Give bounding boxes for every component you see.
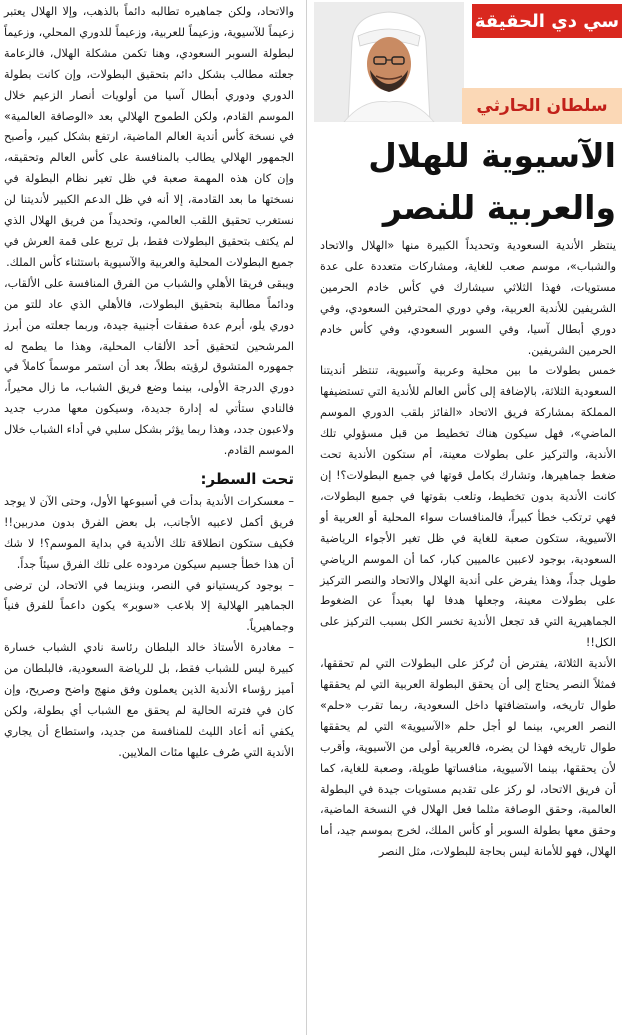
section-heading: تحت السطر: [200,469,294,488]
paragraph: الأندية الثلاثة، يفترض أن تُركز على البطولات التي لم تحققها، فمثلاً النصر يحتاج إلى أن يحقق البطولة العربية التي لم يحققها طوال تاريخه، واستضافتها داخل السعودية، ربما تقرب «حلم» النصر العربي، بينما لو أجل حلم «الآسيوية» التي لم يحققها طوال تاريخه فهذا لن يضره، فالعربية أولى من الآسيوية، وأقرب لأن يحققها، بينما الآسيوية، منافساتها طويلة، وصعبة للغاية، كما أن فريق الاتحاد، لو ركز على تقديم مستويات جيدة في البطولة العالمية، وحقق الوصافة مثلما فعل الهلال في النسخة الماضية، وحقق معها بطولة السوبر أو كأس الملك، لخرج بموسم جيد، أما الهلال، فهو للأمانة ليس بحاجة للبطولات، مثل النصر [320,657,616,859]
right-column [310,0,622,1035]
right-column-body [320,236,616,863]
column-divider [306,0,307,1035]
paragraph: خمس بطولات ما بين محلية وعربية وآسيوية، تنتظر أنديتنا السعودية الثلاثة، بالإضافة إلى كأس العالم للأندية التي تستضيفها المملكة بمشاركة فريق الاتحاد «الفائز بلقب الدوري الموسم الماضي»، فهل سيكون هناك تخطيط من قبل مسؤولي تلك الأندية، والتركيز على بطولات معينة، أم ستكون الأندية تحت ضغط جماهيرها، وتشارك بكامل قوتها في جميع البطولات؟! إن كانت الأندية بدون تخطيط، وتلعب بقوتها في جميع البطولات، فهي ترتكب خطأ كبيراً، فالمنافسات سواء المحلية أو العربية أو الآسيوية، ستكون صعبة للغاية في ظل تغير الأجواء الرياضية السعودية، بوجود لاعبين عالميين كبار، كما أن الموسم الرياضي طويل جداً، وهذا يفرض على أندية الهلال والاتحاد والنصر التركيز على بطولات معينة، وجعلها هدفا لها بعيداً عن الضغوط الجماهيرية التي قد تجعل الأندية تخسر الكل بسبب التركيز على الكل!! [320,364,616,650]
column-header [310,0,622,128]
title-line-1: الآسيوية للهلال [368,136,616,175]
author-name: سلطان الحارثي [462,88,622,124]
left-column [0,0,300,1035]
title-line-2: والعربية للنصر [382,188,616,227]
left-column-body [4,2,294,764]
paragraph: ينتظر الأندية السعودية وتحديداً الكبيرة منها «الهلال والاتحاد والشباب»، موسم صعب للغاية، ومشاركات متعددة على عدة مستويات، فهذا الثلاثي سيشارك في كأس خادم الحرمين الشريفين للأندية العربية، وفي دوري المحترفين السعودي، وفي دوري أبطال آسيا، وفي السوبر السعودي، وفي كأس خادم الحرمين الشريفين. [320,239,616,357]
article-title [316,130,616,234]
bullet-item: – معسكرات الأندية بدأت في أسبوعها الأول، وحتى الآن لا يوجد فريق أكمل لاعبيه الأجانب، بل بعض الفرق بدون مدربين!! فكيف ستكون انطلاقة تلك الأندية في بداية الموسم؟! لا شك أن هذا خطأ جسيم سيكون مردوده على تلك الفرق سيئاً جداً. [4,494,294,571]
author-portrait-illustration [314,2,464,122]
paragraph: ويبقى فريقا الأهلي والشباب من الفرق المنافسة على الألقاب، ودائماً مطالبة بتحقيق البطولات، فالأهلي الذي عاد للتو من دوري يلو، أبرم عدة صفقات أجنبية جيدة، وربما جعلته من أبرز المرشحين لتحقيق أحد الألقاب المحلية، وهذا ما يطمح له جمهوره المتشوق لرؤيته بطلاً، بعد أن استمر موسماً كاملاً في دوري الدرجة الأولى، بينما وضع فريق الشباب، ما زال محيراً، فالنادي ستأتي له إدارة جديدة، وسيكون معها مدرب جديد ولاعبون جدد، وهذا ربما يؤثر بشكل سلبي في أداء الشباب خلال الموسم القادم. [4,276,294,458]
bullet-item: – بوجود كريستيانو في النصر، وبنزيما في الاتحاد، لن ترضى الجماهير الهلالية إلا بلاعب «سوبر» يكون داعماً للفرق فنياً وجماهيرياً. [4,578,294,634]
paragraph: والاتحاد، ولكن جماهيره تطالبه دائماً بالذهب، وإلا الهلال يعتبر زعيماً للآسيوية، وزعيماً للعربية، وزعيماً للدوري المحلي، وزعيماً لبطولة السوبر السعودي، وهنا تكمن مشكلة الهلال، فالزعامة جعلته مطالب بشكل دائم بتحقيق البطولات، وإن كانت بطولة الدوري ودوري أبطال آسيا من أولويات أنصار الزعيم خلال الموسم القادم، ولكن الطموح الهلالي بعد «الوصافة العالمية» في نسخة كأس أندية العالم الماضية، ارتفع بشكل كبير، وأصبح الجمهور الهلالي يطالب بالمنافسة على كأس العالم وتحقيقه، وإن كان هذه المهمة صعبة في ظل تغير نظام البطولة في نسختها ما بعد القادمة، إلا أنه في ظل الدعم الكبير لأنديتنا لن نستغرب تحقيق اللقب العالمي، وتحديداً من فريق الهلال الذي لم يكتف بتحقيق البطولات فقط، بل تربع على قمة العرش في جميع البطولات المحلية والعربية والآسيوية باستثناء كأس الملك. [4,5,294,269]
bullet-item: – مغادرة الأستاذ خالد البلطان رئاسة نادي الشباب خسارة كبيرة ليس للشباب فقط، بل للرياضة السعودية، فالبلطان من أميز رؤساء الأندية الذين يعملون وفق منهج واضح وصريح، وإن كان في فترته الحالية لم يحقق مع الشباب أي بطولة، ولكن يكفي أنه أعاد الليث للمنافسة من جديد، واستطاع أن يجاري الأندية التي صُرف عليها مئات الملايين. [4,641,294,759]
column-name-tag: سي دي الحقيقة [472,4,622,38]
author-portrait [314,2,464,122]
